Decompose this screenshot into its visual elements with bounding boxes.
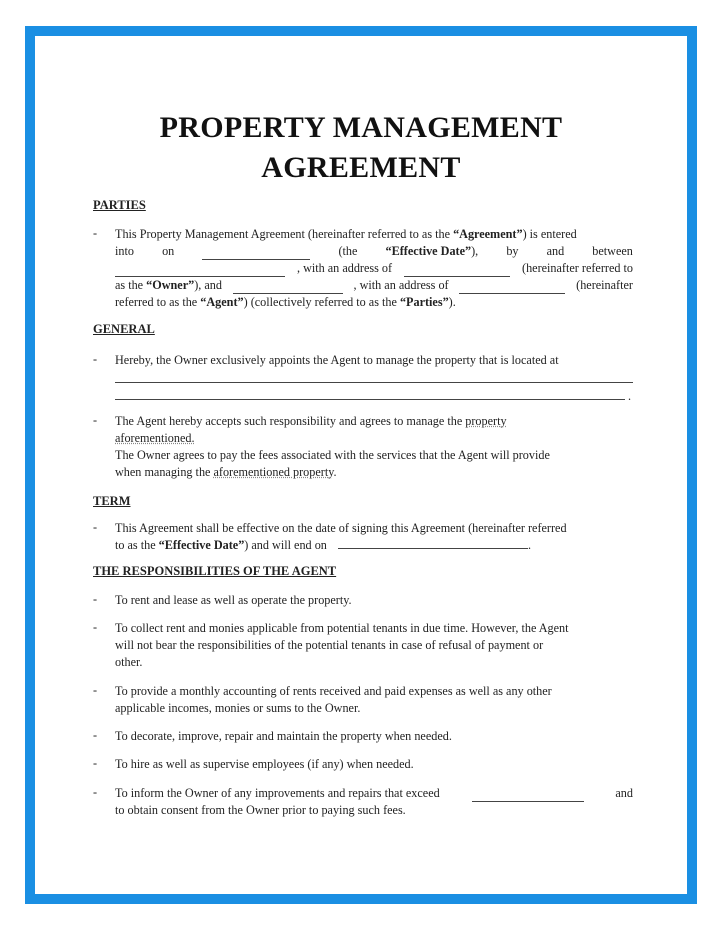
- effective-date-term: “Effective Date”: [385, 244, 472, 258]
- general-heading: GENERAL: [93, 322, 155, 336]
- general-text: aforementioned.: [115, 431, 195, 445]
- responsibility-text: To decorate, improve, repair and maintain the property when needed.: [115, 729, 452, 743]
- title-line-2: AGREEMENT: [261, 151, 461, 184]
- responsibility-text: to obtain consent from the Owner prior to paying such fees.: [115, 803, 406, 817]
- parties-text: by: [506, 244, 519, 258]
- responsibility-text: To provide a monthly accounting of rents received and paid expenses as well as any other: [115, 684, 552, 698]
- responsibility-text: other.: [115, 655, 143, 669]
- responsibility-text: To rent and lease as well as operate the property.: [115, 593, 352, 607]
- parties-line-4: [115, 277, 633, 294]
- general-line-4: [115, 464, 633, 481]
- end-date-blank[interactable]: [338, 537, 528, 549]
- parties-text: ),: [471, 244, 479, 258]
- parties-text: ), and: [194, 278, 222, 292]
- general-text: Hereby, the Owner exclusively appoints the Agent to manage the property that is located at: [115, 353, 559, 367]
- parties-line-5: [115, 294, 633, 311]
- general-line-1: [115, 413, 633, 430]
- bullet-dash: -: [93, 728, 98, 742]
- general-text: .: [333, 465, 337, 479]
- agent-term: “Agent”: [200, 295, 244, 309]
- term-text: .: [527, 538, 531, 552]
- parties-text: (hereinafter referred to: [522, 261, 633, 275]
- parties-term: “Parties”: [399, 295, 449, 309]
- term-text: ) and will end on: [244, 538, 327, 552]
- owner-address-blank[interactable]: [404, 265, 510, 277]
- general-text: property: [465, 414, 507, 428]
- general-text: when managing the: [115, 465, 214, 479]
- responsibility-text: To inform the Owner of any improvements and repairs that exceed: [115, 786, 440, 800]
- parties-line-2: [115, 243, 633, 260]
- document-page: [35, 36, 687, 894]
- document-frame: [25, 26, 697, 904]
- parties-text: referred to as the: [115, 295, 201, 309]
- responsibility-text: will not bear the responsibilities of the potential tenants in case of refusal of payment or: [115, 638, 544, 652]
- bullet-dash: -: [93, 785, 98, 799]
- responsibility-text: To collect rent and monies applicable from potential tenants in due time. However, the Agent: [115, 621, 569, 635]
- parties-text: This Property Management Agreement (hereinafter referred to as the: [115, 227, 454, 241]
- responsibility-text: and: [615, 786, 633, 800]
- owner-term: “Owner”: [146, 278, 195, 292]
- parties-text: , with an address of: [296, 261, 393, 275]
- agent-address-blank[interactable]: [459, 282, 565, 294]
- property-address-line-1[interactable]: [115, 382, 633, 383]
- responsibility-text: applicable incomes, monies or sums to the Owner.: [115, 701, 361, 715]
- property-address-line-2[interactable]: [115, 399, 625, 400]
- agreement-term: “Agreement”: [453, 227, 523, 241]
- parties-text: on: [162, 244, 175, 258]
- parties-text: , with an address of: [353, 278, 449, 292]
- document-title: [35, 108, 687, 188]
- parties-text: (the: [338, 244, 358, 258]
- general-text: The Owner agrees to pay the fees associated with the services that the Agent will provide: [115, 448, 550, 462]
- owner-name-blank[interactable]: [115, 265, 285, 277]
- bullet-dash: -: [93, 592, 98, 606]
- bullet-dash: -: [93, 756, 98, 770]
- title-line-1: PROPERTY MANAGEMENT: [159, 111, 563, 144]
- responsibility-6-line-1: [115, 785, 633, 802]
- parties-line-3: [115, 260, 633, 277]
- parties-text: into: [115, 244, 134, 258]
- parties-text: between: [592, 244, 633, 258]
- date-blank[interactable]: [202, 248, 310, 260]
- term-text: This Agreement shall be effective on the date of signing this Agreement (hereinafter referred: [115, 521, 567, 535]
- bullet-dash: -: [93, 520, 98, 534]
- bullet-dash: -: [93, 413, 98, 427]
- bullet-dash: -: [93, 352, 98, 366]
- parties-text: (hereinafter: [576, 278, 633, 292]
- parties-line-1: [115, 226, 633, 243]
- parties-text: ).: [448, 295, 456, 309]
- responsibilities-heading: THE RESPONSIBILITIES OF THE AGENT: [93, 564, 337, 578]
- repair-limit-blank[interactable]: [472, 790, 584, 802]
- bullet-dash: -: [93, 620, 98, 634]
- general-text: The Agent hereby accepts such responsibility and agrees to manage the: [115, 414, 466, 428]
- responsibility-text: To hire as well as supervise employees (if any) when needed.: [115, 757, 414, 771]
- parties-text: ) (collectively referred to as the: [243, 295, 400, 309]
- agent-name-blank[interactable]: [233, 282, 343, 294]
- effective-date-term: “Effective Date”: [158, 538, 245, 552]
- parties-text: as the: [115, 278, 147, 292]
- bullet-dash: -: [93, 683, 98, 697]
- parties-heading: PARTIES: [93, 198, 146, 212]
- term-line-2: [115, 537, 633, 554]
- term-text: to as the: [115, 538, 159, 552]
- general-text: .: [627, 389, 631, 403]
- bullet-dash: -: [93, 226, 98, 240]
- general-text: aforementioned property: [213, 465, 334, 479]
- parties-text: and: [546, 244, 565, 258]
- parties-text: ) is entered: [522, 227, 577, 241]
- term-heading: TERM: [93, 494, 131, 508]
